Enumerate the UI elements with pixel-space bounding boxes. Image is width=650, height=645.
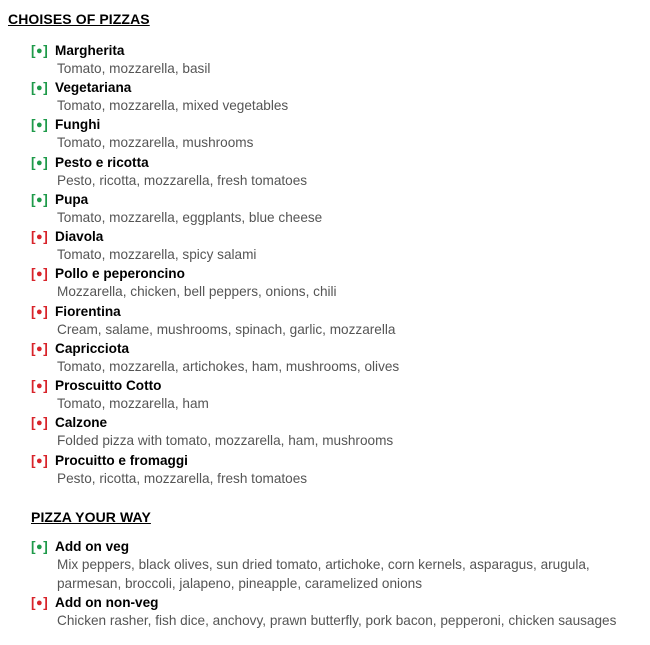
section-title-pizza-your-way: PIZZA YOUR WAY bbox=[31, 509, 151, 525]
item-description: Tomato, mozzarella, mixed vegetables bbox=[57, 98, 289, 113]
menu-item bbox=[31, 593, 643, 631]
item-description: Cream, salame, mushrooms, spinach, garlic, mozzarella bbox=[57, 322, 396, 337]
item-description: Tomato, mozzarella, mushrooms bbox=[57, 135, 254, 150]
item-name: Add on non-veg bbox=[55, 595, 159, 610]
item-name: Add on veg bbox=[55, 539, 130, 554]
item-name: Procuitto e fromaggi bbox=[55, 453, 188, 468]
nonveg-marker-icon: [●] bbox=[31, 595, 48, 610]
nonveg-marker-icon: [●] bbox=[31, 341, 48, 356]
item-name: Pupa bbox=[55, 192, 89, 207]
menu-item bbox=[31, 537, 643, 593]
menu-item bbox=[31, 115, 643, 153]
menu-item bbox=[31, 41, 643, 79]
item-description: Tomato, mozzarella, spicy salami bbox=[57, 247, 257, 262]
veg-marker-icon: [●] bbox=[31, 117, 48, 132]
menu-item bbox=[31, 153, 643, 191]
item-description: Mix peppers, black olives, sun dried tomato, artichoke, corn kernels, asparagus, arugula, parmesan, broccoli, jalapeno, pineapple, caramelized onions bbox=[57, 557, 590, 591]
veg-marker-icon: [●] bbox=[31, 43, 48, 58]
veg-marker-icon: [●] bbox=[31, 192, 48, 207]
section-title-choices: CHOISES OF PIZZAS bbox=[8, 11, 150, 27]
item-name: Diavola bbox=[55, 229, 104, 244]
item-name: Pollo e peperoncino bbox=[55, 266, 185, 281]
nonveg-marker-icon: [●] bbox=[31, 304, 48, 319]
menu-item bbox=[31, 339, 643, 377]
item-description: Chicken rasher, fish dice, anchovy, prawn butterfly, pork bacon, pepperoni, chicken sausages bbox=[57, 613, 617, 628]
menu-item bbox=[31, 376, 643, 414]
nonveg-marker-icon: [●] bbox=[31, 266, 48, 281]
item-description: Folded pizza with tomato, mozzarella, ham, mushrooms bbox=[57, 433, 394, 448]
nonveg-marker-icon: [●] bbox=[31, 453, 48, 468]
item-description: Tomato, mozzarella, eggplants, blue cheese bbox=[57, 210, 323, 225]
item-description: Tomato, mozzarella, ham bbox=[57, 396, 209, 411]
item-name: Margherita bbox=[55, 43, 125, 58]
item-description: Tomato, mozzarella, basil bbox=[57, 61, 211, 76]
item-description: Pesto, ricotta, mozzarella, fresh tomatoes bbox=[57, 471, 308, 486]
menu-item bbox=[31, 451, 643, 489]
item-name: Fiorentina bbox=[55, 304, 121, 319]
item-name: Proscuitto Cotto bbox=[55, 378, 162, 393]
item-name: Capricciota bbox=[55, 341, 130, 356]
item-description: Pesto, ricotta, mozzarella, fresh tomatoes bbox=[57, 173, 308, 188]
menu-item bbox=[31, 413, 643, 451]
menu-item bbox=[31, 78, 643, 116]
item-name: Vegetariana bbox=[55, 80, 132, 95]
nonveg-marker-icon: [●] bbox=[31, 415, 48, 430]
item-name: Pesto e ricotta bbox=[55, 155, 149, 170]
veg-marker-icon: [●] bbox=[31, 539, 48, 554]
menu-item bbox=[31, 227, 643, 265]
nonveg-marker-icon: [●] bbox=[31, 229, 48, 244]
item-name: Calzone bbox=[55, 415, 108, 430]
menu-item bbox=[31, 302, 643, 340]
item-name: Funghi bbox=[55, 117, 101, 132]
item-description: Tomato, mozzarella, artichokes, ham, mushrooms, olives bbox=[57, 359, 400, 374]
menu-item bbox=[31, 190, 643, 228]
menu-item bbox=[31, 264, 643, 302]
item-description: Mozzarella, chicken, bell peppers, onions, chili bbox=[57, 284, 337, 299]
veg-marker-icon: [●] bbox=[31, 155, 48, 170]
veg-marker-icon: [●] bbox=[31, 80, 48, 95]
nonveg-marker-icon: [●] bbox=[31, 378, 48, 393]
